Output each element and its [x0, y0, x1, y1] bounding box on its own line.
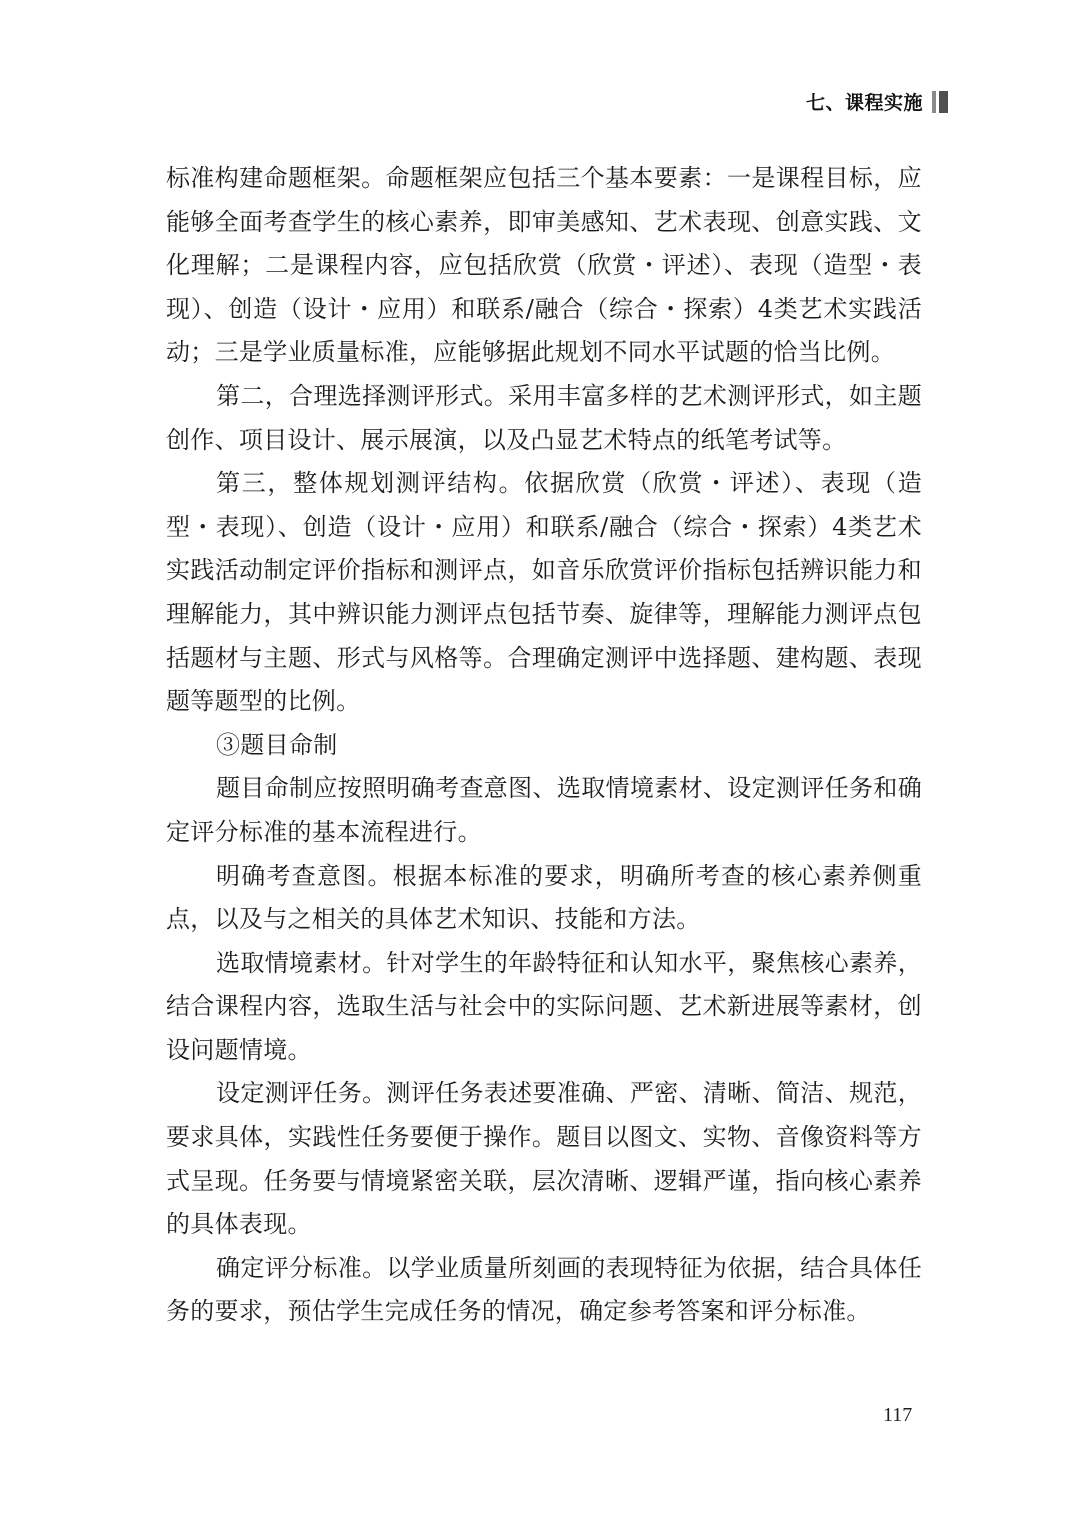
section-heading: ③题目命制	[216, 730, 338, 759]
paragraph: 题目命制应按照明确考查意图、选取情境素材、设定测评任务和确定评分标准的基本流程进行。	[166, 774, 922, 846]
page-number: 117	[883, 1404, 913, 1426]
paragraph: 明确考查意图。根据本标准的要求，明确所考查的核心素养侧重点，以及与之相关的具体艺术知识、技能和方法。	[166, 861, 922, 934]
paragraph: 设定测评任务。测评任务表述要准确、严密、清晰、简洁、规范，要求具体，实践性任务要便于操作。题目以图文、实物、音像资料等方式呈现。任务要与情境紧密关联，层次清晰、逻辑严谨，指向核心素养的具体表现。	[166, 1079, 922, 1239]
paragraph: 第三，整体规划测评结构。依据欣赏（欣赏・评述）、表现（造型・表现）、创造（设计・应用）和联系/融合（综合・探索）4类艺术实践活动制定评价指标和测评点，如音乐欣赏评价指标包括辨识能力和理解能力，其中辨识能力测评点包括节奏、旋律等，理解能力测评点包括题材与主题、形式与风格等。合理确定测评中选择题、建构题、表现题等题型的比例。	[166, 469, 922, 716]
header-bar-thin	[932, 91, 936, 113]
paragraph: 确定评分标准。以学业质量所刻画的表现特征为依据，结合具体任务的要求，预估学生完成任务的情况，确定参考答案和评分标准。	[166, 1253, 922, 1326]
paragraph: 标准构建命题框架。命题框架应包括三个基本要素：一是课程目标，应能够全面考查学生的核心素养，即审美感知、艺术表现、创意实践、文化理解；二是课程内容，应包括欣赏（欣赏・评述）、表现（造型・表现）、创造（设计・应用）和联系/融合（综合・探索）4类艺术实践活动；三是学业质量标准，应能够据此规划不同水平试题的恰当比例。	[166, 164, 922, 367]
paragraph: 选取情境素材。针对学生的年龄特征和认知水平，聚焦核心素养，结合课程内容，选取生活与社会中的实际问题、艺术新进展等素材，创设问题情境。	[166, 948, 922, 1064]
chapter-title: 七、课程实施	[805, 92, 923, 114]
page-body	[166, 157, 922, 1334]
header-bars-decoration	[932, 91, 948, 113]
running-header	[806, 88, 948, 115]
paragraph: 第二，合理选择测评形式。采用丰富多样的艺术测评形式，如主题创作、项目设计、展示展演，以及凸显艺术特点的纸笔考试等。	[166, 381, 922, 454]
header-bar-thick	[939, 91, 948, 113]
